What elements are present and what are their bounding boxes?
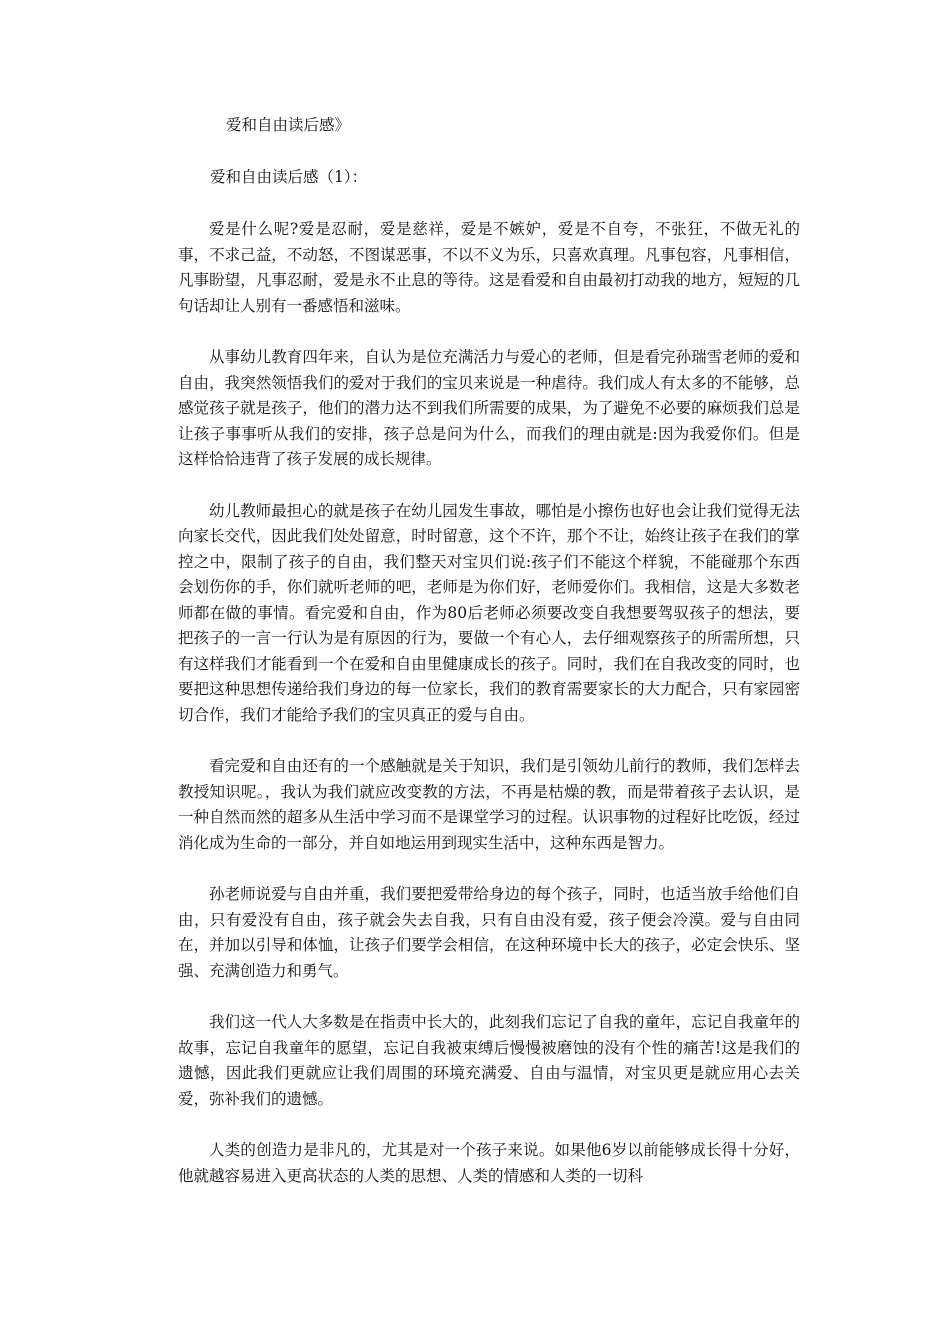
- paragraph: 人类的创造力是非凡的，尤其是对一个孩子来说。如果他6岁以前能够成长得十分好，他就越容易进入更高状态的人类的思想、人类的情感和人类的一切科: [178, 1141, 800, 1185]
- paragraph: 孙老师说爱与自由并重，我们要把爱带给身边的每个孩子，同时，也适当放手给他们自由，只有爱没有自由，孩子就会失去自我，只有自由没有爱，孩子便会冷漠。爱与自由同在，并加以引导和体恤，让孩子们要学会相信，在这种环境中长大的孩子，必定会快乐、坚强、充满创造力和勇气。: [178, 885, 800, 980]
- paragraph: 爱是什么呢?爱是忍耐，爱是慈祥，爱是不嫉妒，爱是不自夸，不张狂，不做无礼的事，不求己益，不动怒，不图谋恶事，不以不义为乐，只喜欢真理。凡事包容，凡事相信，凡事盼望，凡事忍耐，爱是永不止息的等待。这是看爱和自由最初打动我的地方，短短的几句话却让人别有一番感悟和滋味。: [178, 220, 800, 315]
- document-title: 爱和自由读后感》: [226, 116, 351, 134]
- paragraph: 看完爱和自由还有的一个感触就是关于知识，我们是引领幼儿前行的教师，我们怎样去教授知识呢。，我认为我们就应改变教的方法，不再是枯燥的教，而是带着孩子去认识，是一种自然而然的超多从生活中学习而不是课堂学习的过程。认识事物的过程好比吃饭，经过消化成为生命的一部分，并自如地运用到现实生活中，这种东西是智力。: [178, 757, 800, 852]
- document-subtitle: 爱和自由读后感（1）：: [210, 168, 368, 186]
- paragraph: 从事幼儿教育四年来，自认为是位充满活力与爱心的老师，但是看完孙瑞雪老师的爱和自由，我突然领悟我们的爱对于我们的宝贝来说是一种虐待。我们成人有太多的不能够，总感觉孩子就是孩子，他们的潜力达不到我们所需要的成果，为了避免不必要的麻烦我们总是让孩子事事听从我们的安排，孩子总是问为什么，而我们的理由就是:因为我爱你们。但是这样恰恰违背了孩子发展的成长规律。: [178, 348, 800, 468]
- paragraph: 我们这一代人大多数是在指责中长大的，此刻我们忘记了自我的童年，忘记自我童年的故事，忘记自我童年的愿望，忘记自我被束缚后慢慢被磨蚀的没有个性的痛苦!这是我们的遗憾，因此我们更就应让我们周围的环境充满爱、自由与温情，对宝贝更是就应用心去关爱，弥补我们的遗憾。: [178, 1013, 800, 1108]
- document-body: [178, 113, 800, 1189]
- paragraph: 幼儿教师最担心的就是孩子在幼儿园发生事故，哪怕是小擦伤也好也会让我们觉得无法向家长交代，因此我们处处留意，时时留意，这个不许，那个不让，始终让孩子在我们的掌控之中，限制了孩子的自由，我们整天对宝贝们说:孩子们不能这个样貌，不能碰那个东西会划伤你的手，你们就听老师的吧，老师是为你们好，老师爱你们。我相信，这是大多数老师都在做的事情。看完爱和自由，作为80后老师必须要改变自我想要驾驭孩子的想法，要把孩子的一言一行认为是有原因的行为，要做一个有心人，去仔细观察孩子的所需所想，只有这样我们才能看到一个在爱和自由里健康成长的孩子。同时，我们在自我改变的同时，也要把这种思想传递给我们身边的每一位家长，我们的教育需要家长的大力配合，只有家园密切合作，我们才能给予我们的宝贝真正的爱与自由。: [178, 501, 800, 724]
